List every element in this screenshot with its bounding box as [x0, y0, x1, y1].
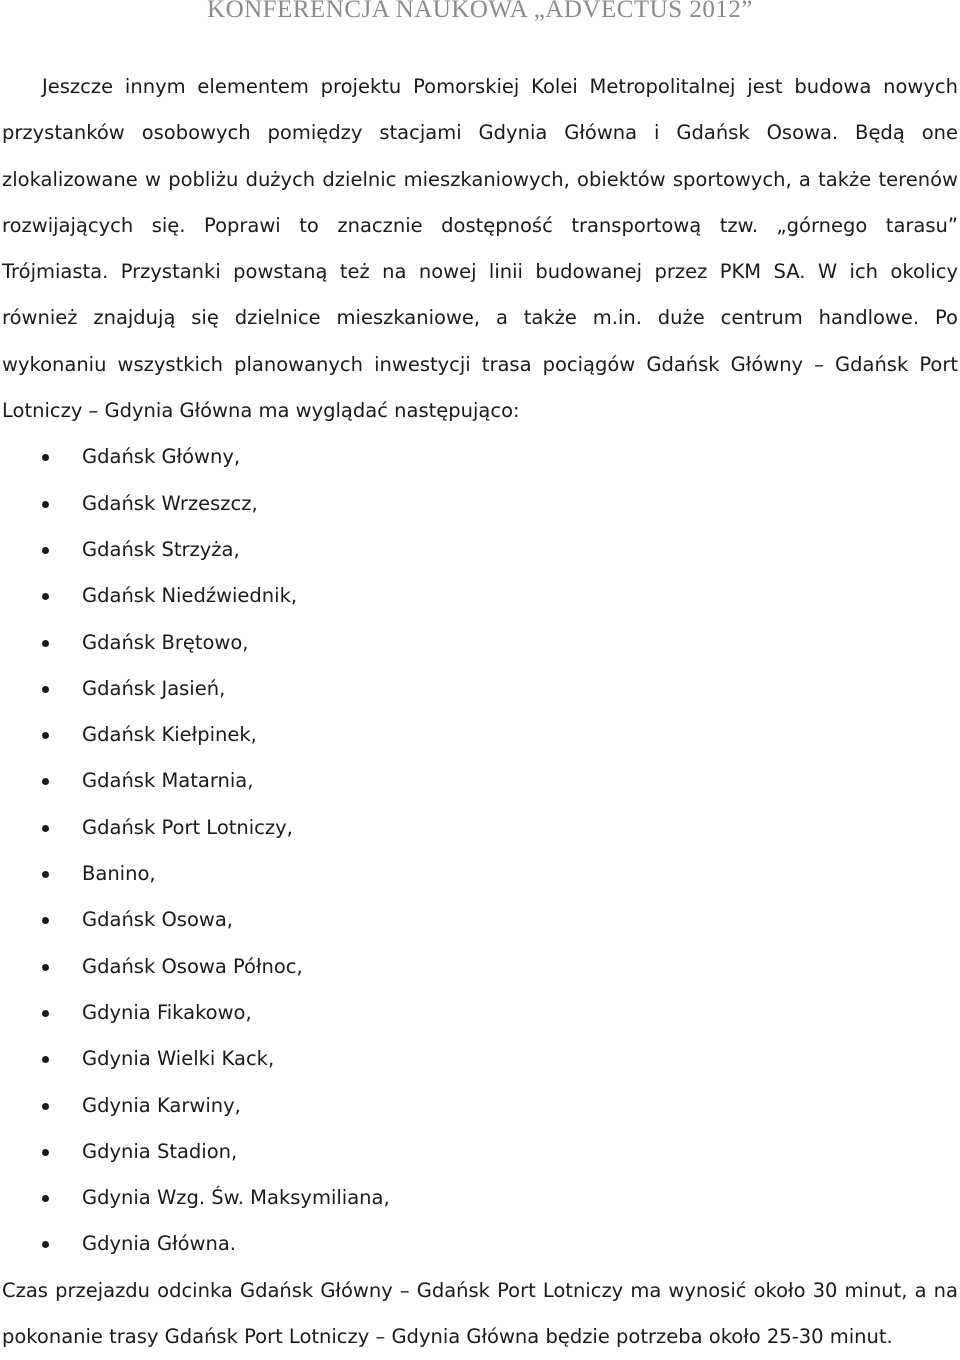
- bullet-icon: [42, 825, 49, 832]
- list-item: [2, 527, 958, 573]
- station-name: Gdańsk Kiełpinek,: [82, 723, 257, 747]
- station-name: Gdańsk Jasień,: [82, 676, 226, 700]
- bullet-icon: [42, 1195, 49, 1202]
- station-name: Gdańsk Osowa,: [82, 908, 233, 932]
- station-name: Banino,: [82, 862, 156, 886]
- station-name: Gdańsk Główny,: [82, 445, 241, 469]
- intro-paragraph: Jeszcze innym elementem projektu Pomorskiej Kolei Metropolitalnej jest budowa nowych przystanków osobowych pomiędzy stacjami Gdynia Główna i Gdańsk Osowa. Będą one zlokalizowane w pobliżu dużych dzielnic mieszkaniowych, obiektów sportowych, a także terenów rozwijających się. Poprawi to znacznie dostępność transportową tzw. „górnego tarasu” Trójmiasta. Przystanki powstaną też na nowej linii budowanej przez PKM SA. W ich okolicy również znajdują się dzielnice mieszkaniowe, a także m.in. duże centrum handlowe. Po wykonaniu wszystkich planowanych inwestycji trasa pociągów Gdańsk Główny – Gdańsk Port Lotniczy – Gdynia Główna ma wyglądać następująco:: [2, 75, 958, 423]
- station-name: Gdynia Główna.: [82, 1232, 236, 1256]
- list-item: [2, 1083, 958, 1129]
- conference-header: KONFERENCJA NAUKOWA „ADVECTUS 2012”: [207, 0, 753, 23]
- list-item: [2, 1036, 958, 1082]
- bullet-icon: [42, 686, 49, 693]
- bullet-icon: [42, 1056, 49, 1063]
- bullet-icon: [42, 871, 49, 878]
- bullet-icon: [42, 454, 49, 461]
- list-item: [2, 897, 958, 943]
- station-name: Gdańsk Osowa Północ,: [82, 954, 303, 978]
- bullet-icon: [42, 1241, 49, 1248]
- list-item: [2, 620, 958, 666]
- list-item: [2, 481, 958, 527]
- list-item: [2, 1129, 958, 1175]
- station-name: Gdynia Wzg. Św. Maksymiliana,: [82, 1186, 390, 1210]
- bullet-icon: [42, 593, 49, 600]
- bullet-icon: [42, 1149, 49, 1156]
- list-item: [2, 712, 958, 758]
- bullet-icon: [42, 501, 49, 508]
- bullet-icon: [42, 1010, 49, 1017]
- list-item: [2, 990, 958, 1036]
- list-item: [2, 805, 958, 851]
- station-name: Gdańsk Niedźwiednik,: [82, 584, 298, 608]
- station-name: Gdańsk Strzyża,: [82, 537, 240, 561]
- list-item: [2, 1175, 958, 1221]
- station-name: Gdynia Karwiny,: [82, 1093, 241, 1117]
- station-list: [2, 434, 958, 1267]
- station-name: Gdańsk Port Lotniczy,: [82, 815, 293, 839]
- list-item: [2, 1221, 958, 1267]
- station-name: Gdynia Fikakowo,: [82, 1000, 252, 1024]
- station-name: Gdynia Wielki Kack,: [82, 1047, 275, 1071]
- document-body: [2, 64, 958, 1360]
- bullet-icon: [42, 917, 49, 924]
- list-item: [2, 666, 958, 712]
- bullet-icon: [42, 640, 49, 647]
- station-name: Gdynia Stadion,: [82, 1139, 238, 1163]
- bullet-icon: [42, 964, 49, 971]
- list-item: [2, 944, 958, 990]
- station-name: Gdańsk Matarnia,: [82, 769, 254, 793]
- list-item: [2, 758, 958, 804]
- list-item: [2, 573, 958, 619]
- bullet-icon: [42, 778, 49, 785]
- list-item: [2, 434, 958, 480]
- bullet-icon: [42, 547, 49, 554]
- bullet-icon: [42, 732, 49, 739]
- station-name: Gdańsk Wrzeszcz,: [82, 491, 258, 515]
- station-name: Gdańsk Brętowo,: [82, 630, 249, 654]
- list-item: [2, 851, 958, 897]
- closing-paragraph: Czas przejazdu odcinka Gdańsk Główny – Gdańsk Port Lotniczy ma wynosić około 30 minut, a na pokonanie trasy Gdańsk Port Lotniczy – Gdynia Główna będzie potrzeba około 25-30 minut.: [2, 1278, 958, 1349]
- bullet-icon: [42, 1103, 49, 1110]
